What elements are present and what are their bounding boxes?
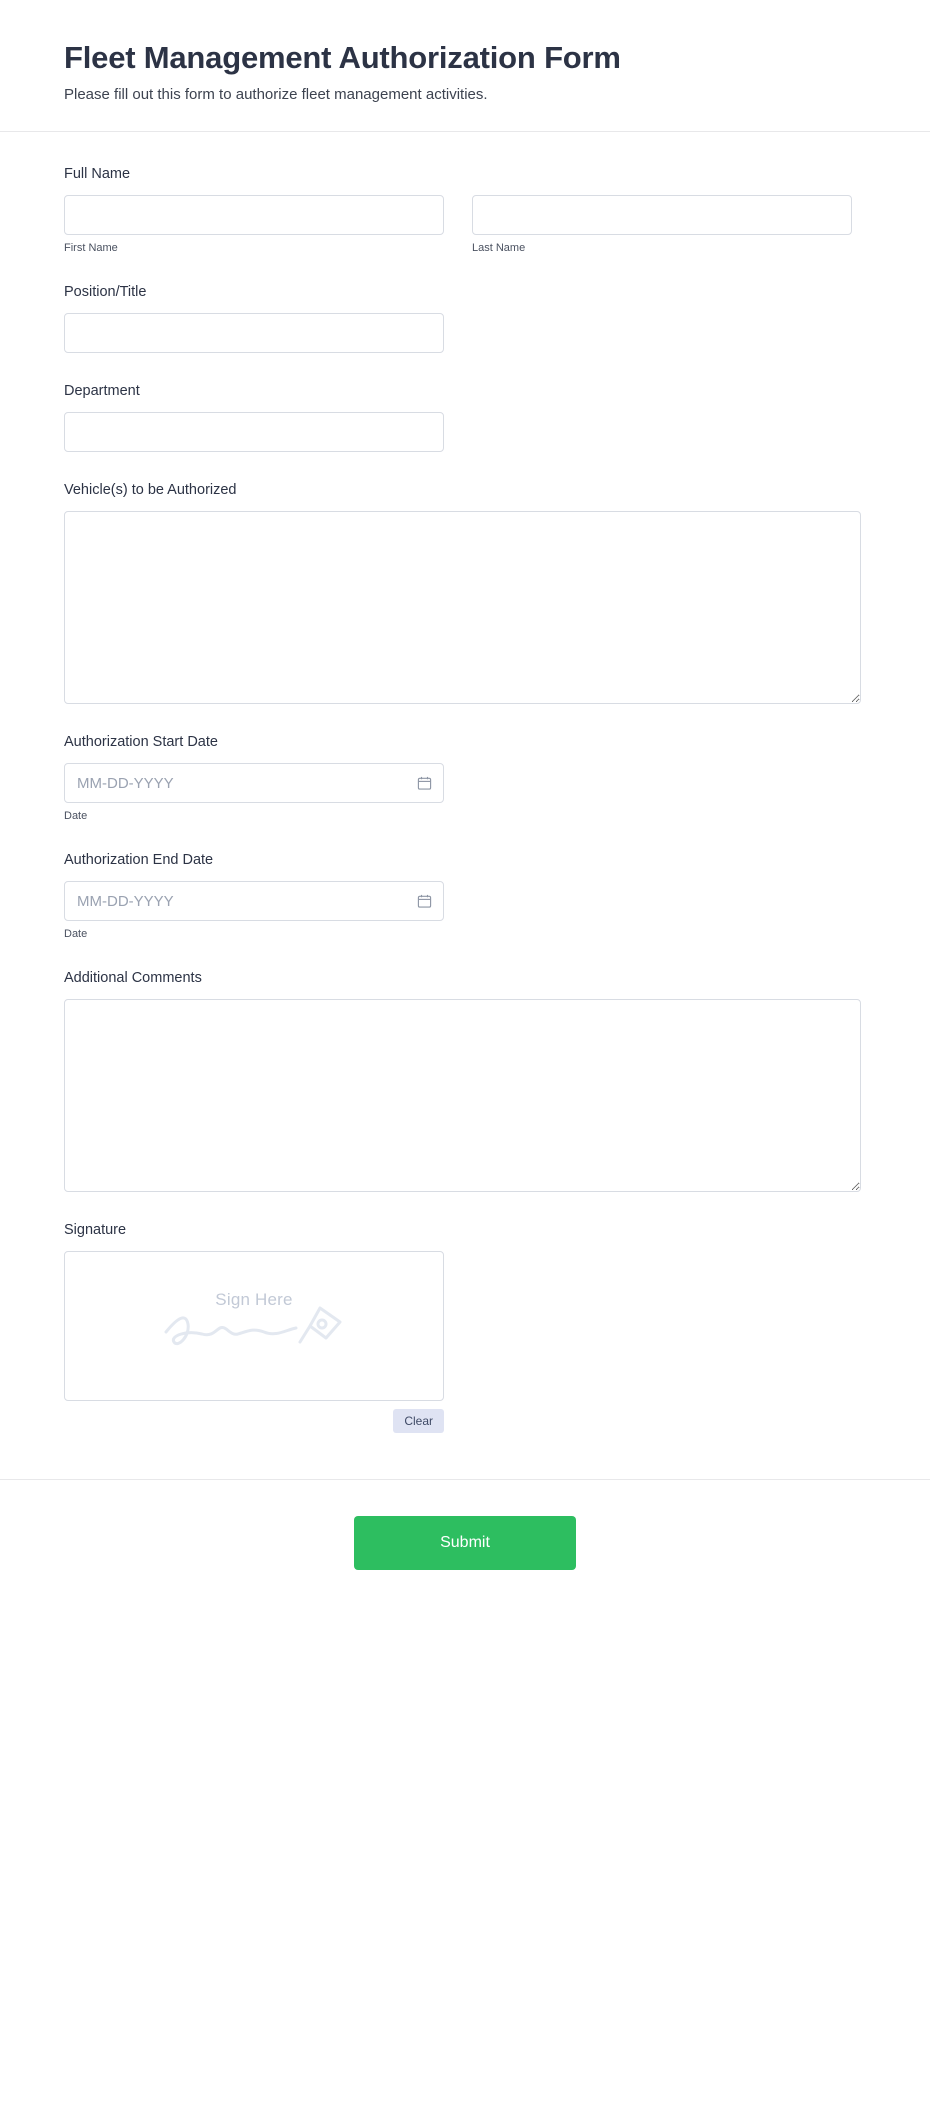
signature-label: Signature: [64, 1222, 127, 1238]
field-signature: [64, 1222, 866, 1433]
signature-art: [65, 1252, 443, 1400]
page-subtitle: Please fill out this form to authorize fleet management activities.: [64, 86, 488, 103]
form-header: [0, 0, 930, 132]
start-date-label: Authorization Start Date: [64, 734, 218, 750]
signature-pad[interactable]: [64, 1251, 444, 1401]
field-start-date: [64, 734, 866, 822]
department-label: Department: [64, 383, 140, 399]
first-name-input[interactable]: [64, 195, 444, 235]
end-date-sublabel: Date: [64, 928, 88, 940]
form-body: [0, 132, 930, 1449]
page-title: Fleet Management Authorization Form: [64, 40, 621, 75]
department-input[interactable]: [64, 412, 444, 452]
start-date-input[interactable]: [64, 763, 444, 803]
full-name-label: Full Name: [64, 166, 131, 182]
clear-signature-button[interactable]: Clear: [393, 1409, 444, 1433]
field-position: [64, 284, 866, 353]
end-date-wrap: [64, 881, 444, 921]
field-department: [64, 383, 866, 452]
last-name-sublabel: Last Name: [472, 242, 526, 254]
vehicles-textarea[interactable]: [64, 511, 861, 704]
full-name-row: [64, 195, 866, 254]
submit-button[interactable]: Submit: [354, 1516, 576, 1570]
end-date-label: Authorization End Date: [64, 852, 214, 868]
pen-nib-icon: [300, 1308, 340, 1342]
signature-placeholder: Sign Here: [215, 1290, 293, 1309]
start-date-sublabel: Date: [64, 810, 88, 822]
first-name-col: [64, 195, 444, 254]
last-name-input[interactable]: [472, 195, 852, 235]
start-date-wrap: [64, 763, 444, 803]
field-full-name: [64, 166, 866, 254]
comments-label: Additional Comments: [64, 970, 202, 986]
field-end-date: [64, 852, 866, 940]
field-vehicles: [64, 482, 866, 704]
comments-textarea[interactable]: [64, 999, 861, 1192]
form-footer: [0, 1479, 930, 1610]
position-label: Position/Title: [64, 284, 147, 300]
clear-row: [64, 1409, 444, 1433]
last-name-col: [472, 195, 852, 254]
vehicles-label: Vehicle(s) to be Authorized: [64, 482, 237, 498]
first-name-sublabel: First Name: [64, 242, 118, 254]
field-comments: [64, 970, 866, 1192]
position-input[interactable]: [64, 313, 444, 353]
end-date-input[interactable]: [64, 881, 444, 921]
